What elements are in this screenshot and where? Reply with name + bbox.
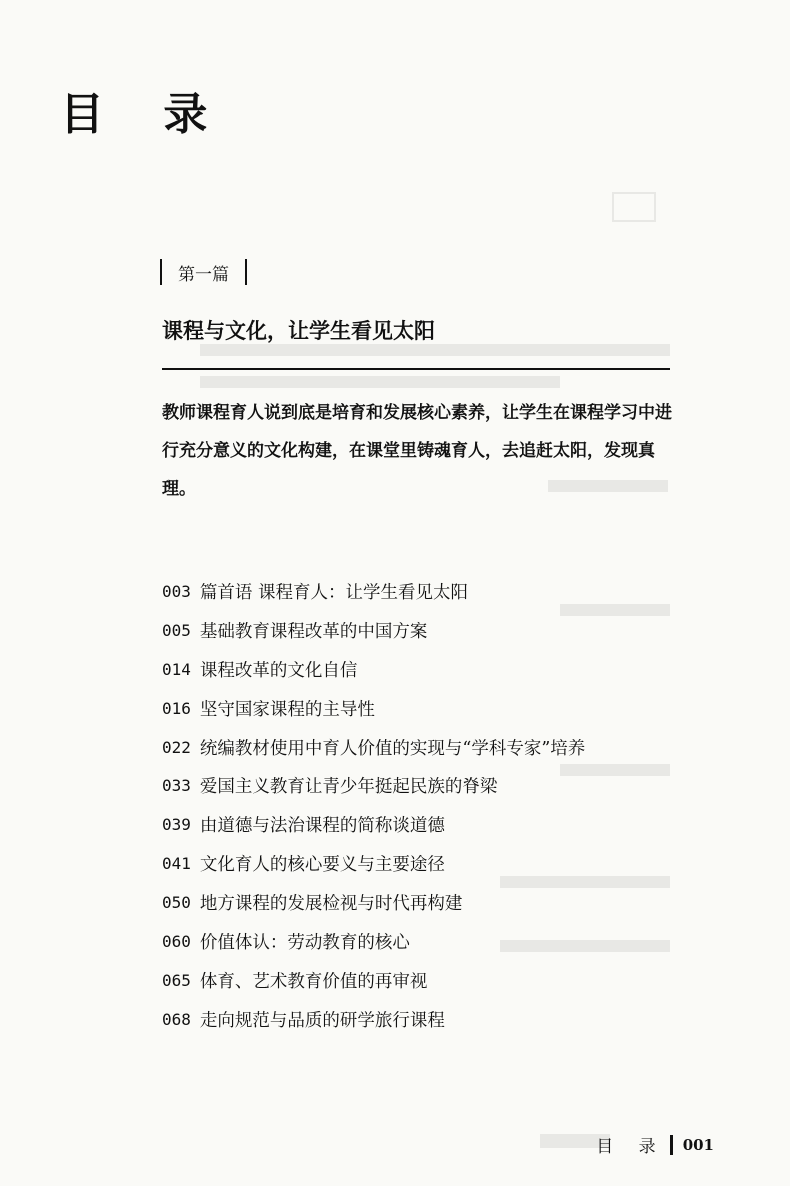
- part-label-text: 第一篇: [178, 264, 229, 285]
- toc-page-number: 039: [162, 815, 191, 835]
- toc-entry[interactable]: [162, 883, 585, 922]
- toc-page-number: 041: [162, 854, 191, 874]
- toc-entry-title: 文化育人的核心要义与主要途径: [199, 855, 445, 876]
- toc-page-number: 003: [162, 581, 191, 601]
- toc-page-number: 022: [162, 737, 191, 757]
- toc-page-number: 005: [162, 620, 191, 640]
- toc-entry[interactable]: [162, 572, 585, 611]
- toc-entry-title: 统编教材使用中育人价值的实现与“学科专家”培养: [199, 738, 586, 759]
- toc-entry[interactable]: [162, 922, 585, 961]
- toc-entry-title: 走向规范与品质的研学旅行课程: [199, 1010, 445, 1031]
- footer-label: 目 录: [596, 1137, 666, 1157]
- toc-entry-title: 篇首语 课程育人：让学生看见太阳: [199, 582, 468, 603]
- footer-page-number: 001: [682, 1135, 714, 1154]
- toc-entry[interactable]: [162, 689, 585, 728]
- toc-page-number: 065: [162, 970, 191, 990]
- part-label-right-bar: [245, 259, 247, 285]
- toc-list: [162, 572, 585, 1039]
- page-title: 目 录: [60, 89, 230, 141]
- toc-entry-title: 坚守国家课程的主导性: [199, 699, 375, 720]
- toc-page-number: 060: [162, 931, 191, 951]
- part-title-rule: [162, 368, 670, 370]
- toc-entry[interactable]: [162, 728, 585, 767]
- toc-page-number: 016: [162, 698, 191, 718]
- footer-divider: [670, 1135, 673, 1155]
- toc-entry-title: 课程改革的文化自信: [199, 660, 358, 681]
- part-intro: 教师课程育人说到底是培育和发展核心素养，让学生在课程学习中进行充分意义的文化构建，在课堂里铸魂育人，去追赶太阳，发现真理。: [162, 403, 672, 499]
- show-through-line: [200, 376, 560, 388]
- toc-entry-title: 价值体认：劳动教育的核心: [199, 932, 410, 953]
- toc-entry[interactable]: [162, 844, 585, 883]
- toc-entry-title: 爱国主义教育让青少年挺起民族的脊梁: [199, 777, 498, 798]
- toc-page-number: 068: [162, 1009, 191, 1029]
- show-through-block: [612, 192, 656, 222]
- part-label: [160, 258, 247, 286]
- toc-page-number: 014: [162, 659, 191, 679]
- toc-page-number: 050: [162, 893, 191, 913]
- show-through-line: [200, 344, 670, 356]
- toc-page-number: 033: [162, 776, 191, 796]
- page-footer: [596, 1132, 714, 1157]
- toc-entry[interactable]: [162, 805, 585, 844]
- toc-entry[interactable]: [162, 1000, 585, 1039]
- toc-entry[interactable]: [162, 650, 585, 689]
- part-title: 课程与文化，让学生看见太阳: [162, 319, 435, 343]
- toc-entry[interactable]: [162, 961, 585, 1000]
- toc-entry-title: 基础教育课程改革的中国方案: [199, 621, 428, 642]
- toc-entry[interactable]: [162, 766, 585, 805]
- toc-entry-title: 地方课程的发展检视与时代再构建: [199, 894, 463, 915]
- toc-entry-title: 由道德与法治课程的简称谈道德: [199, 816, 445, 837]
- toc-entry-title: 体育、艺术教育价值的再审视: [199, 971, 428, 992]
- toc-entry[interactable]: [162, 611, 585, 650]
